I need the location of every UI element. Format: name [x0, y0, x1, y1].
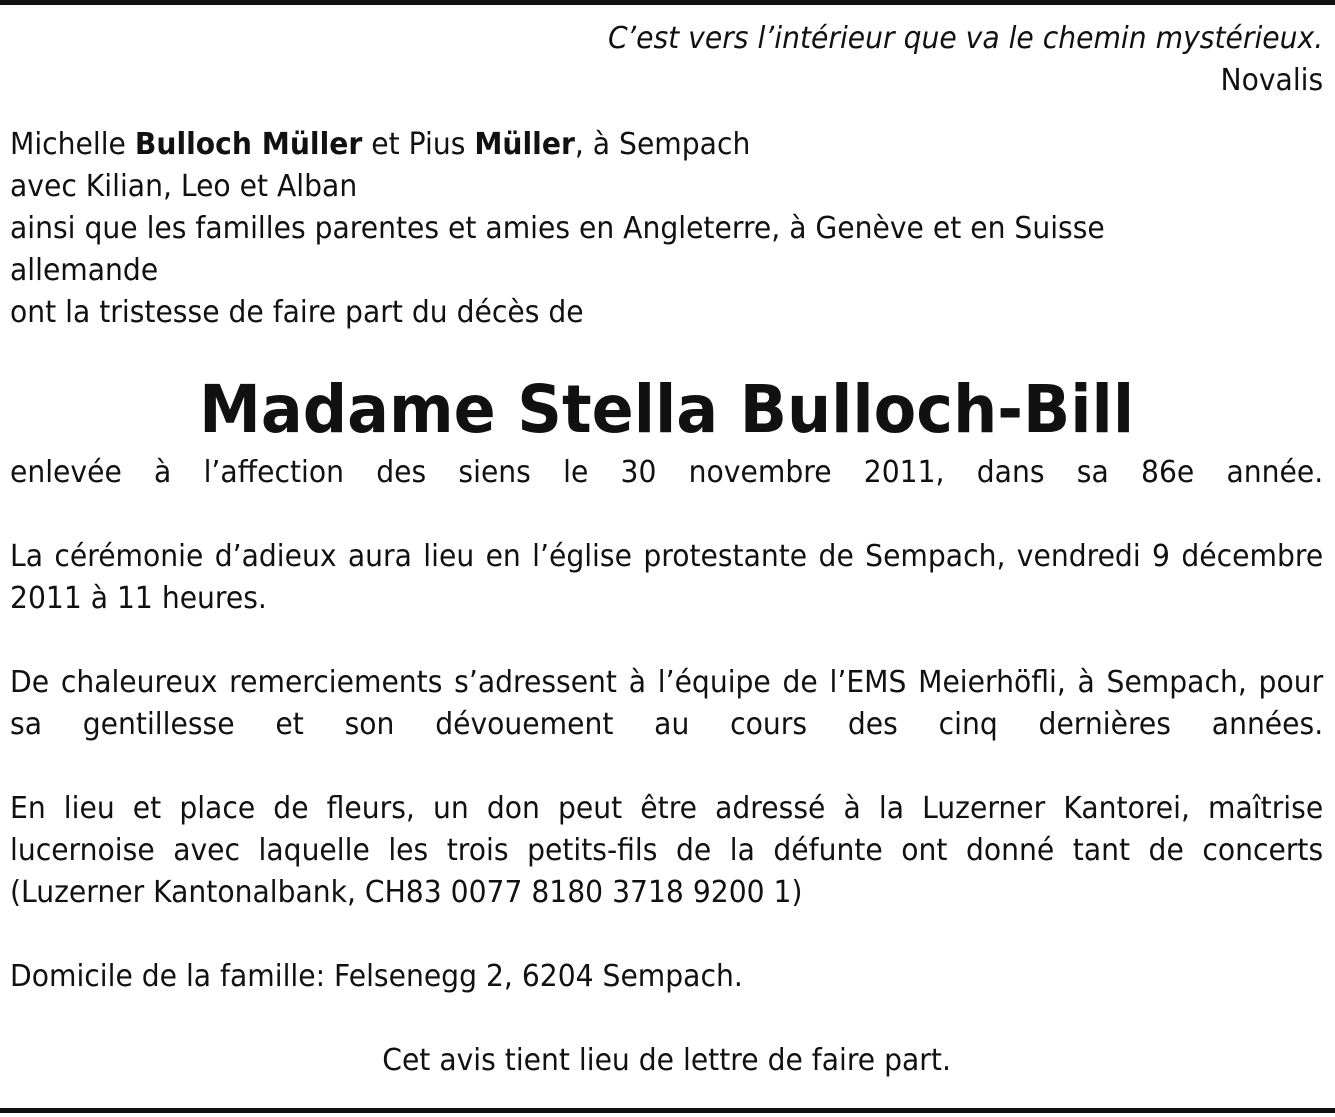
thanks-paragraph: De chaleureux remerciements s’adressent à l’équipe de l’EMS Meierhöfli, à Sempach, pour sa gentillesse et son dévouement au cours des cinq dernières années.: [10, 665, 1324, 742]
donation-paragraph: En lieu et place de fleurs, un don peut être adressé à la Luzerner Kantorei, maîtrise lucernoise avec laquelle les trois petits-fils de la défunte ont donné tant de concerts (Luzerner Kantonalbank, CH83 0077 8180 3718 9200 1): [10, 791, 1324, 910]
ceremony-paragraph: La cérémonie d’adieux aura lieu en l’église protestante de Sempach, vendredi 9 décembre 2011 à 11 heures.: [10, 539, 1324, 616]
family-line-2: avec Kilian, Leo et Alban: [10, 169, 358, 204]
epigraph: [10, 18, 1323, 102]
epigraph-author: Novalis: [1220, 63, 1324, 98]
family-line-1: [10, 124, 1323, 166]
death-paragraph: enlevée à l’affection des siens le 30 novembre 2011, dans sa 86e année.: [10, 455, 1324, 490]
family-line-1-text-c: , à Sempach: [574, 127, 751, 162]
closing-line: Cet avis tient lieu de lettre de faire part.: [382, 1043, 951, 1078]
family-line-1-text-a: Michelle: [10, 127, 135, 162]
deceased-name: Madame Stella Bulloch-Bill: [199, 371, 1135, 448]
family-line-1-text-b: et Pius: [362, 127, 475, 162]
top-border-rule: [0, 0, 1335, 5]
domicile-paragraph: Domicile de la famille: Felsenegg 2, 6204 Sempach.: [10, 959, 743, 994]
family-surname-1: Bulloch Müller: [134, 127, 363, 162]
family-line-3: ainsi que les familles parentes et amies en Angleterre, à Genève et en Suisse allemande: [10, 211, 1105, 288]
family-announcement: [10, 124, 1323, 334]
family-line-4: ont la tristesse de faire part du décès de: [10, 295, 584, 330]
bottom-border-rule: [0, 1108, 1335, 1113]
family-surname-2: Müller: [474, 127, 575, 162]
epigraph-quote: C’est vers l’intérieur que va le chemin mystérieux.: [608, 21, 1324, 56]
notice-body: [10, 18, 1323, 1082]
